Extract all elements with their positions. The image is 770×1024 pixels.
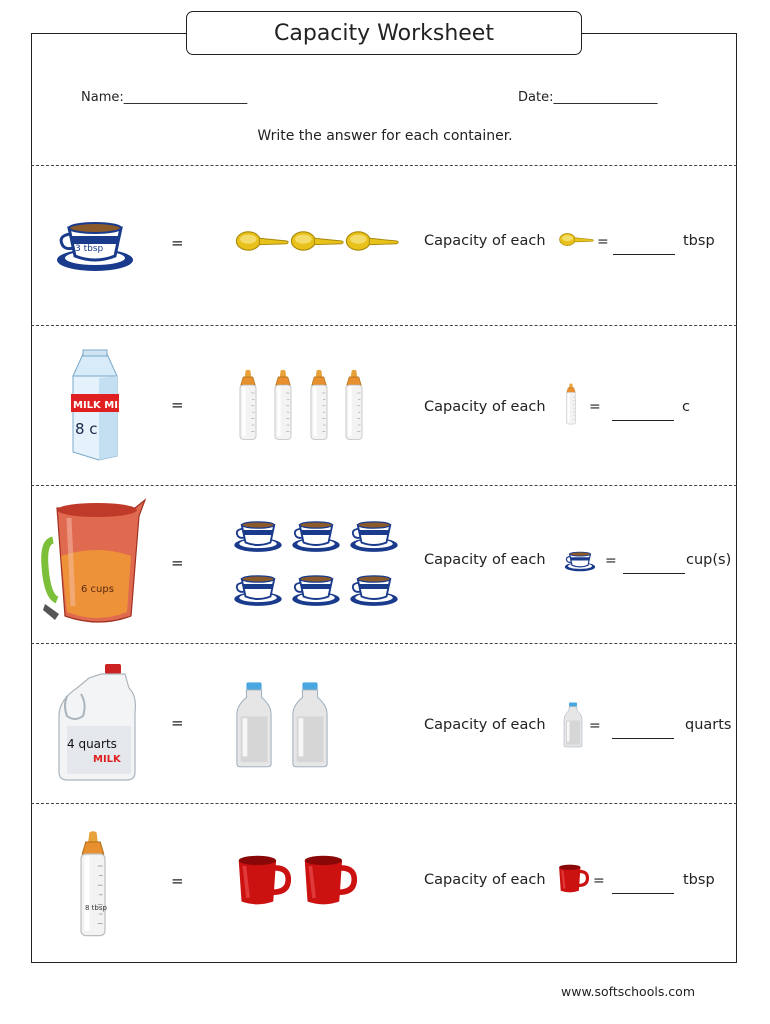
red-mug-icon bbox=[235, 854, 291, 908]
equals-sign: = bbox=[171, 554, 184, 572]
equals-sign: = bbox=[171, 396, 184, 414]
container-label bbox=[85, 900, 125, 914]
teacup-icon bbox=[233, 516, 283, 554]
unit-label: tbsp bbox=[683, 872, 715, 888]
answer-blank[interactable] bbox=[612, 893, 674, 894]
red-mug-icon bbox=[301, 854, 357, 908]
baby-bottle-icon bbox=[236, 364, 260, 446]
answer-blank[interactable] bbox=[612, 738, 674, 739]
equals-sign: = bbox=[597, 234, 609, 250]
unit-label: quarts bbox=[685, 717, 732, 733]
teacup-icon bbox=[349, 516, 399, 554]
teacup-icon bbox=[564, 548, 596, 573]
capacity-prompt: Capacity of each bbox=[424, 872, 546, 888]
svg-text:4 quarts: 4 quarts bbox=[67, 737, 117, 751]
teacup-icon bbox=[349, 570, 399, 608]
baby-bottle-icon bbox=[75, 826, 111, 942]
question-row-1 bbox=[31, 166, 737, 325]
container-label bbox=[75, 238, 135, 254]
milk-carton-icon bbox=[69, 348, 133, 460]
date-field[interactable]: Date:________________ bbox=[518, 90, 658, 105]
answer-blank[interactable] bbox=[613, 254, 675, 255]
question-row-5 bbox=[31, 804, 737, 963]
unit-label: c bbox=[682, 399, 690, 415]
baby-bottle-icon bbox=[342, 364, 366, 446]
milk-bottle-icon bbox=[291, 682, 329, 768]
footer-website[interactable]: www.softschools.com bbox=[561, 984, 695, 999]
equals-sign: = bbox=[589, 399, 601, 415]
measuring-spoon-icon bbox=[235, 230, 291, 252]
question-row-2 bbox=[31, 326, 737, 485]
svg-text:3 tbsp: 3 tbsp bbox=[75, 244, 104, 254]
milk-bottle-icon bbox=[563, 702, 583, 748]
milk-jug-icon bbox=[57, 662, 137, 784]
red-mug-icon bbox=[557, 864, 589, 894]
unit-label: cup(s) bbox=[686, 552, 732, 568]
baby-bottle-icon bbox=[564, 378, 578, 430]
teacup-icon bbox=[291, 516, 341, 554]
question-row-4 bbox=[31, 644, 737, 803]
milk-bottle-icon bbox=[235, 682, 273, 768]
worksheet-title: Capacity Worksheet bbox=[186, 11, 582, 55]
svg-text:8 tbsp: 8 tbsp bbox=[85, 904, 107, 912]
measuring-spoon-icon bbox=[345, 230, 401, 252]
equals-sign: = bbox=[171, 234, 184, 252]
question-row-3 bbox=[31, 486, 737, 643]
equals-sign: = bbox=[593, 873, 605, 889]
equals-sign: = bbox=[171, 872, 184, 890]
baby-bottle-icon bbox=[307, 364, 331, 446]
measuring-spoon-icon bbox=[559, 232, 595, 247]
name-field[interactable]: Name:___________________ bbox=[81, 90, 248, 105]
instructions: Write the answer for each container. bbox=[257, 128, 513, 144]
answer-blank[interactable] bbox=[623, 573, 685, 574]
svg-text:MILK MILK: MILK MILK bbox=[73, 400, 133, 411]
teacup-icon bbox=[233, 570, 283, 608]
measuring-spoon-icon bbox=[290, 230, 346, 252]
capacity-prompt: Capacity of each bbox=[424, 399, 546, 415]
unit-label: tbsp bbox=[683, 233, 715, 249]
baby-bottle-icon bbox=[271, 364, 295, 446]
svg-text:8 c: 8 c bbox=[75, 420, 98, 438]
svg-text:6 cups: 6 cups bbox=[81, 584, 114, 595]
capacity-prompt: Capacity of each bbox=[424, 233, 546, 249]
equals-sign: = bbox=[171, 714, 184, 732]
svg-text:MILK: MILK bbox=[93, 754, 121, 765]
capacity-prompt: Capacity of each bbox=[424, 552, 546, 568]
pitcher-icon bbox=[41, 496, 149, 628]
equals-sign: = bbox=[605, 553, 617, 569]
equals-sign: = bbox=[589, 718, 601, 734]
answer-blank[interactable] bbox=[612, 420, 674, 421]
teacup-icon bbox=[291, 570, 341, 608]
capacity-prompt: Capacity of each bbox=[424, 717, 546, 733]
